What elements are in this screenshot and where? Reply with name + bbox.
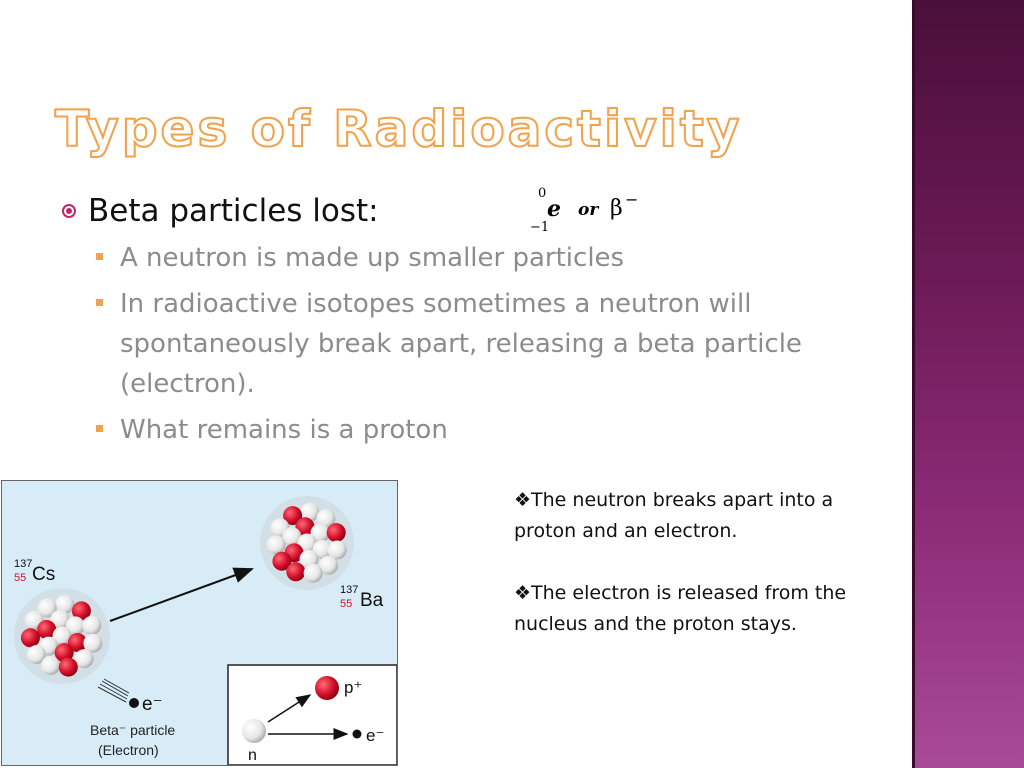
beta-particle-formula	[528, 186, 648, 238]
nucleon-sphere	[267, 535, 286, 554]
note-electron-released: ❖The electron is released from the nucleus and the proton stays.	[514, 582, 847, 635]
explanation-notes	[514, 485, 894, 671]
nucleon-sphere	[21, 628, 40, 647]
square-bullet-icon	[96, 253, 103, 260]
square-bullet-icon	[96, 425, 103, 432]
emitted-electron-label: e⁻	[142, 694, 163, 715]
proton-sphere	[315, 676, 339, 700]
cesium-nucleus	[14, 588, 110, 684]
radio-bullet-icon	[62, 204, 76, 218]
nucleon-sphere	[82, 616, 101, 635]
inset-electron-label: e⁻	[366, 726, 385, 745]
nucleon-sphere	[41, 656, 60, 675]
ba-mass-number: 137	[340, 584, 359, 596]
formula-or: or	[578, 200, 599, 220]
ba-atomic-number: 55	[340, 598, 353, 610]
nucleon-sphere	[59, 658, 78, 677]
main-bullet	[62, 188, 379, 234]
proton-label: p⁺	[344, 678, 363, 697]
beta-caption-line2: (Electron)	[98, 742, 159, 758]
formula-beta-charge: −	[625, 190, 639, 209]
decay-arrow	[110, 569, 252, 621]
barium-nucleus	[260, 496, 354, 590]
sub-bullet-text: What remains is a proton	[120, 415, 448, 445]
ba-symbol: Ba	[360, 590, 384, 611]
square-bullet-icon	[96, 299, 103, 306]
cs-mass-number: 137	[14, 558, 33, 570]
sub-bullet	[96, 284, 876, 404]
formula-beta-symbol: β	[610, 196, 623, 221]
formula-charge-number: −1	[530, 220, 550, 235]
note-neutron-breaks: ❖The neutron breaks apart into a proton and an electron.	[514, 489, 834, 542]
beta-decay-diagram	[1, 480, 398, 766]
sub-bullet-list	[96, 238, 876, 456]
cs-atomic-number: 55	[14, 572, 27, 584]
sub-bullet-text: A neutron is made up smaller particles	[120, 243, 625, 273]
cs-symbol: Cs	[32, 564, 56, 585]
nucleon-sphere	[286, 562, 305, 581]
sub-bullet-text: In radioactive isotopes sometimes a neutron will spontaneously break apart, releasing a beta particle (electron).	[120, 289, 802, 399]
formula-electron-symbol: e	[547, 196, 561, 222]
main-bullet-text: Beta particles lost:	[88, 193, 379, 229]
slide-title: Types of Radioactivity	[55, 100, 743, 158]
neutron-label: n	[248, 747, 257, 764]
neutron-decay-inset	[228, 665, 397, 765]
sub-bullet	[96, 410, 876, 450]
nucleon-sphere	[304, 564, 323, 583]
emitted-electron	[98, 679, 139, 708]
decorative-sidebar	[912, 0, 1024, 768]
formula-mass-number: 0	[538, 186, 547, 201]
beta-caption-line1: Beta⁻ particle	[90, 722, 176, 738]
nucleon-sphere	[327, 523, 346, 542]
neutron-sphere	[242, 719, 266, 743]
sub-bullet	[96, 238, 876, 278]
sidebar-edge	[912, 0, 915, 768]
